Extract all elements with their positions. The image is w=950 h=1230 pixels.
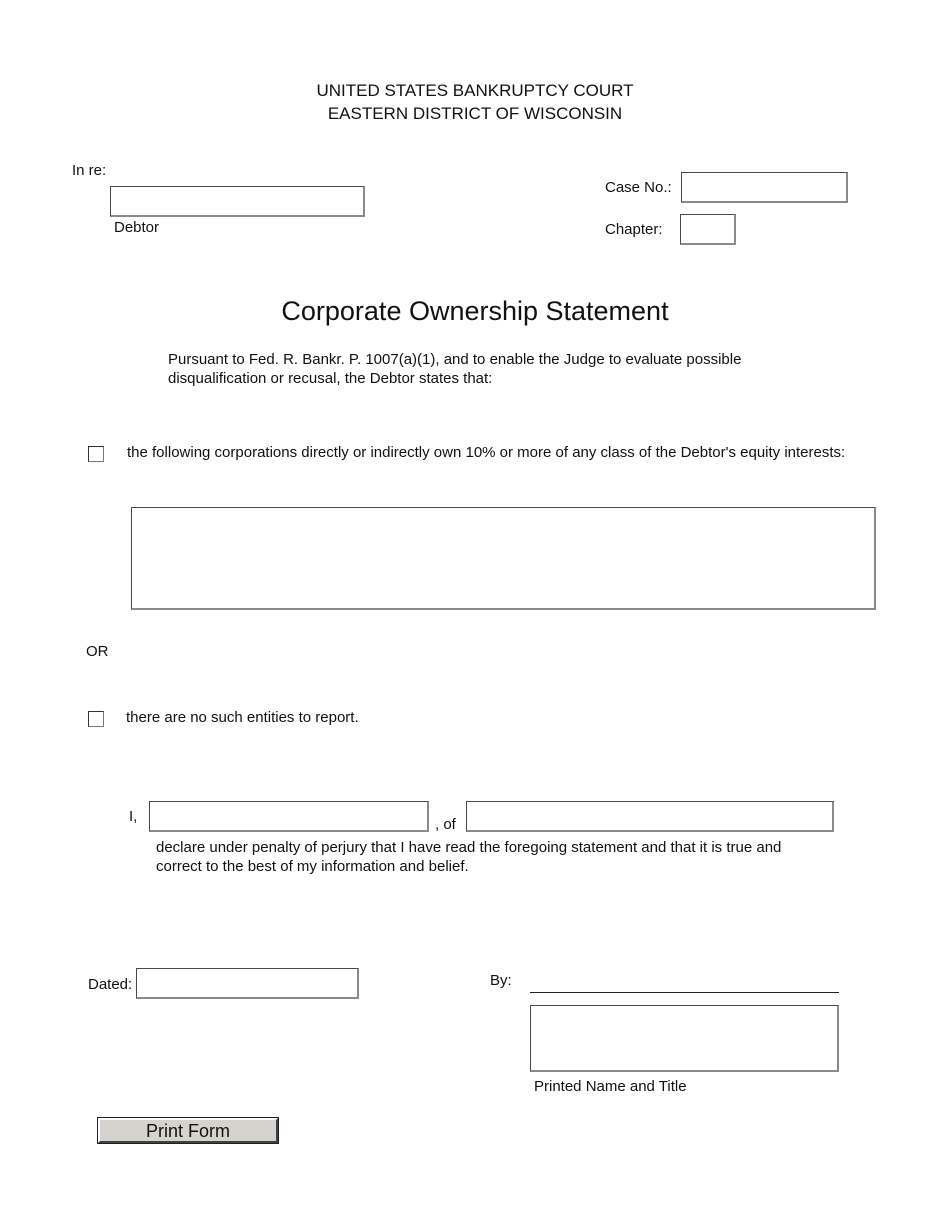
signature-line <box>530 992 839 993</box>
dated-field[interactable] <box>136 968 359 999</box>
corporations-textarea[interactable] <box>131 507 876 610</box>
declarant-i-label: I, <box>129 808 138 825</box>
page-title: Corporate Ownership Statement <box>281 296 669 326</box>
declarant-name-field[interactable] <box>149 801 429 832</box>
declarant-of-field[interactable] <box>466 801 834 832</box>
intro-line-2: disqualification or recusal, the Debtor states that: <box>168 370 493 387</box>
debtor-label: Debtor <box>114 219 160 236</box>
chapter-field[interactable] <box>680 214 736 245</box>
of-label: , of <box>435 816 456 833</box>
no-entities-option-label: there are no such entities to report. <box>126 709 359 726</box>
by-label: By: <box>490 972 512 989</box>
corporations-option-label: the following corporations directly or indirectly own 10% or more of any class of the Debtor's equity interests: <box>127 444 846 461</box>
corporations-checkbox[interactable] <box>88 446 104 462</box>
print-form-button[interactable]: Print Form <box>98 1118 278 1143</box>
chapter-label: Chapter: <box>605 221 663 238</box>
case-no-label: Case No.: <box>605 179 672 196</box>
in-re-label: In re: <box>72 162 107 179</box>
court-name: UNITED STATES BANKRUPTCY COURT <box>316 81 634 100</box>
case-no-field[interactable] <box>681 172 848 203</box>
printed-name-label: Printed Name and Title <box>534 1078 687 1095</box>
intro-line-1: Pursuant to Fed. R. Bankr. P. 1007(a)(1), and to enable the Judge to evaluate possible <box>168 351 742 368</box>
debtor-field[interactable] <box>110 186 365 217</box>
declaration-line-1: declare under penalty of perjury that I have read the foregoing statement and that it is true and <box>156 839 782 856</box>
no-entities-checkbox[interactable] <box>88 711 104 727</box>
or-label: OR <box>86 643 109 660</box>
printed-name-field[interactable] <box>530 1005 839 1072</box>
declaration-line-2: correct to the best of my information and belief. <box>156 858 469 875</box>
court-district: EASTERN DISTRICT OF WISCONSIN <box>327 104 623 123</box>
dated-label: Dated: <box>88 976 133 993</box>
